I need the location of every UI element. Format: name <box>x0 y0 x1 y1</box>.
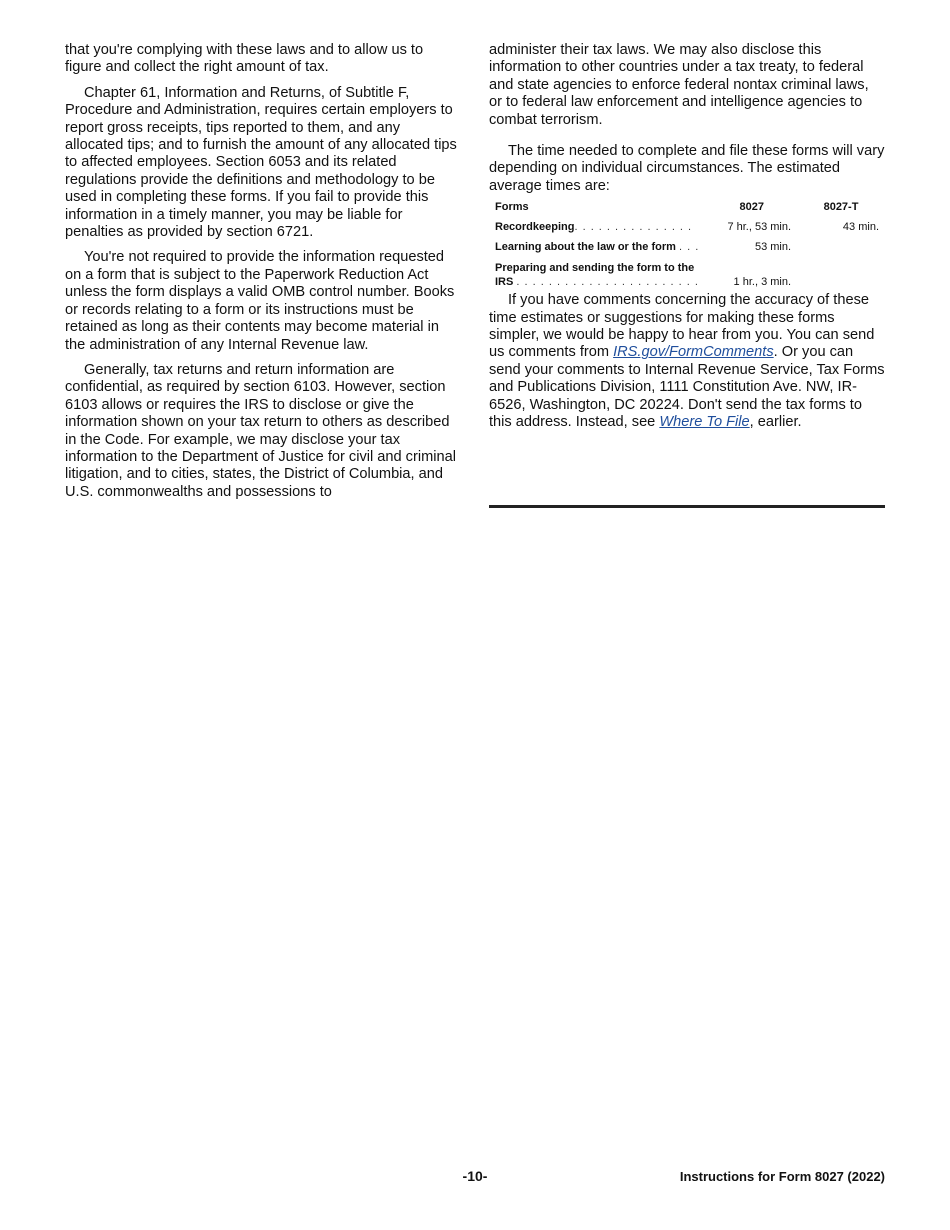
row-label-preparing: Preparing and sending the form to the <box>495 262 695 275</box>
table-row <box>489 217 885 237</box>
row-label-recordkeeping: Recordkeeping <box>495 221 575 234</box>
where-to-file-link[interactable]: Where To File <box>659 414 750 431</box>
paragraph-chapter-61: Chapter 61, Information and Returns, of Subtitle F, Procedure and Administration, requires certain employers to report gross receipts, tips reported to them, and any allocated tips; and to furnish the amount of any allocated tips to affected employees. Section 6053 and its related regulations provide the definitions and methodology to be used in completing these forms. If you fail to provide this information in a timely manner, you may be liable for penalties as provided by section 6721. <box>65 84 457 241</box>
paragraph-comments <box>489 292 885 431</box>
row-label-learning: Learning about the law or the form <box>495 241 676 254</box>
table-row <box>489 237 885 257</box>
page-number: -10- <box>462 1168 488 1184</box>
paragraph-disclosure: administer their tax laws. We may also disclose this information to other countries under a tax treaty, to federal and state agencies to enforce federal nontax criminal laws, or to federal law enforcement and intelligence agencies to combat terrorism. <box>489 42 869 128</box>
paragraph-confidentiality: Generally, tax returns and return information are confidential, as required by section 6103. However, section 6103 allows or requires the IRS to disclose or give the information shown on your tax return to others as described in the Code. For example, we may disclose your tax information to the Department of Justice for civil and criminal litigation, and to cities, states, the District of Columbia, and U.S. commonwealths and possessions to <box>65 361 456 500</box>
cell-8027t-preparing <box>797 257 885 292</box>
form-comments-link[interactable]: IRS.gov/FormComments <box>613 344 774 361</box>
footer-title: Instructions for Form 8027 (2022) <box>679 1169 885 1184</box>
dot-leader: . . . <box>678 241 700 254</box>
paragraph-time-estimate: The time needed to complete and file these forms will vary depending on individual circumstances. The estimated average times are: <box>489 143 885 194</box>
section-divider <box>489 505 885 508</box>
comments-text-middle: . Or you can send your comments to Internal Revenue Service, Tax Forms and Publications Division, 1111 Constitution Ave. NW, IR-6526, Washington, DC 20224. Don't send the tax forms to this address. Instead, see <box>489 344 885 431</box>
cell-8027-learning: 53 min. <box>754 241 792 254</box>
dot-leader: . . . . . . . . . . . . . . . . . . . . . . . <box>516 276 699 289</box>
paragraph-paperwork-reduction: You're not required to provide the information requested on a form that is subject to the Paperwork Reduction Act unless the form displays a valid OMB control number. Books or records relating to a form or its instructions must be retained as long as their contents may become material in the administration of any Internal Revenue law. <box>65 249 455 353</box>
right-column <box>489 42 885 440</box>
left-column <box>65 42 461 509</box>
table-header-8027t: 8027-T <box>823 201 859 214</box>
table-row <box>489 257 885 292</box>
comments-text-end: , earlier. <box>749 414 802 431</box>
dot-leader: . . . . . . . . . . . . . . . <box>574 221 693 234</box>
cell-8027t-learning <box>797 237 885 257</box>
cell-8027-recordkeeping: 7 hr., 53 min. <box>727 221 792 234</box>
table-header-forms: Forms <box>495 201 529 214</box>
table-header-8027: 8027 <box>739 201 765 214</box>
cell-8027-preparing: 1 hr., 3 min. <box>733 276 792 289</box>
time-estimates-table <box>489 197 885 292</box>
row-label-preparing-irs: IRS <box>495 276 514 289</box>
paragraph-continuation: that you're complying with these laws and to allow us to figure and collect the right amount of tax. <box>65 42 424 76</box>
comments-text-start: If you have comments concerning the accuracy of these time estimates or suggestions for making these forms simpler, we would be happy to hear from you. You can send us comments from <box>489 292 875 361</box>
cell-8027t-recordkeeping: 43 min. <box>842 221 879 234</box>
table-header-row <box>489 197 885 217</box>
